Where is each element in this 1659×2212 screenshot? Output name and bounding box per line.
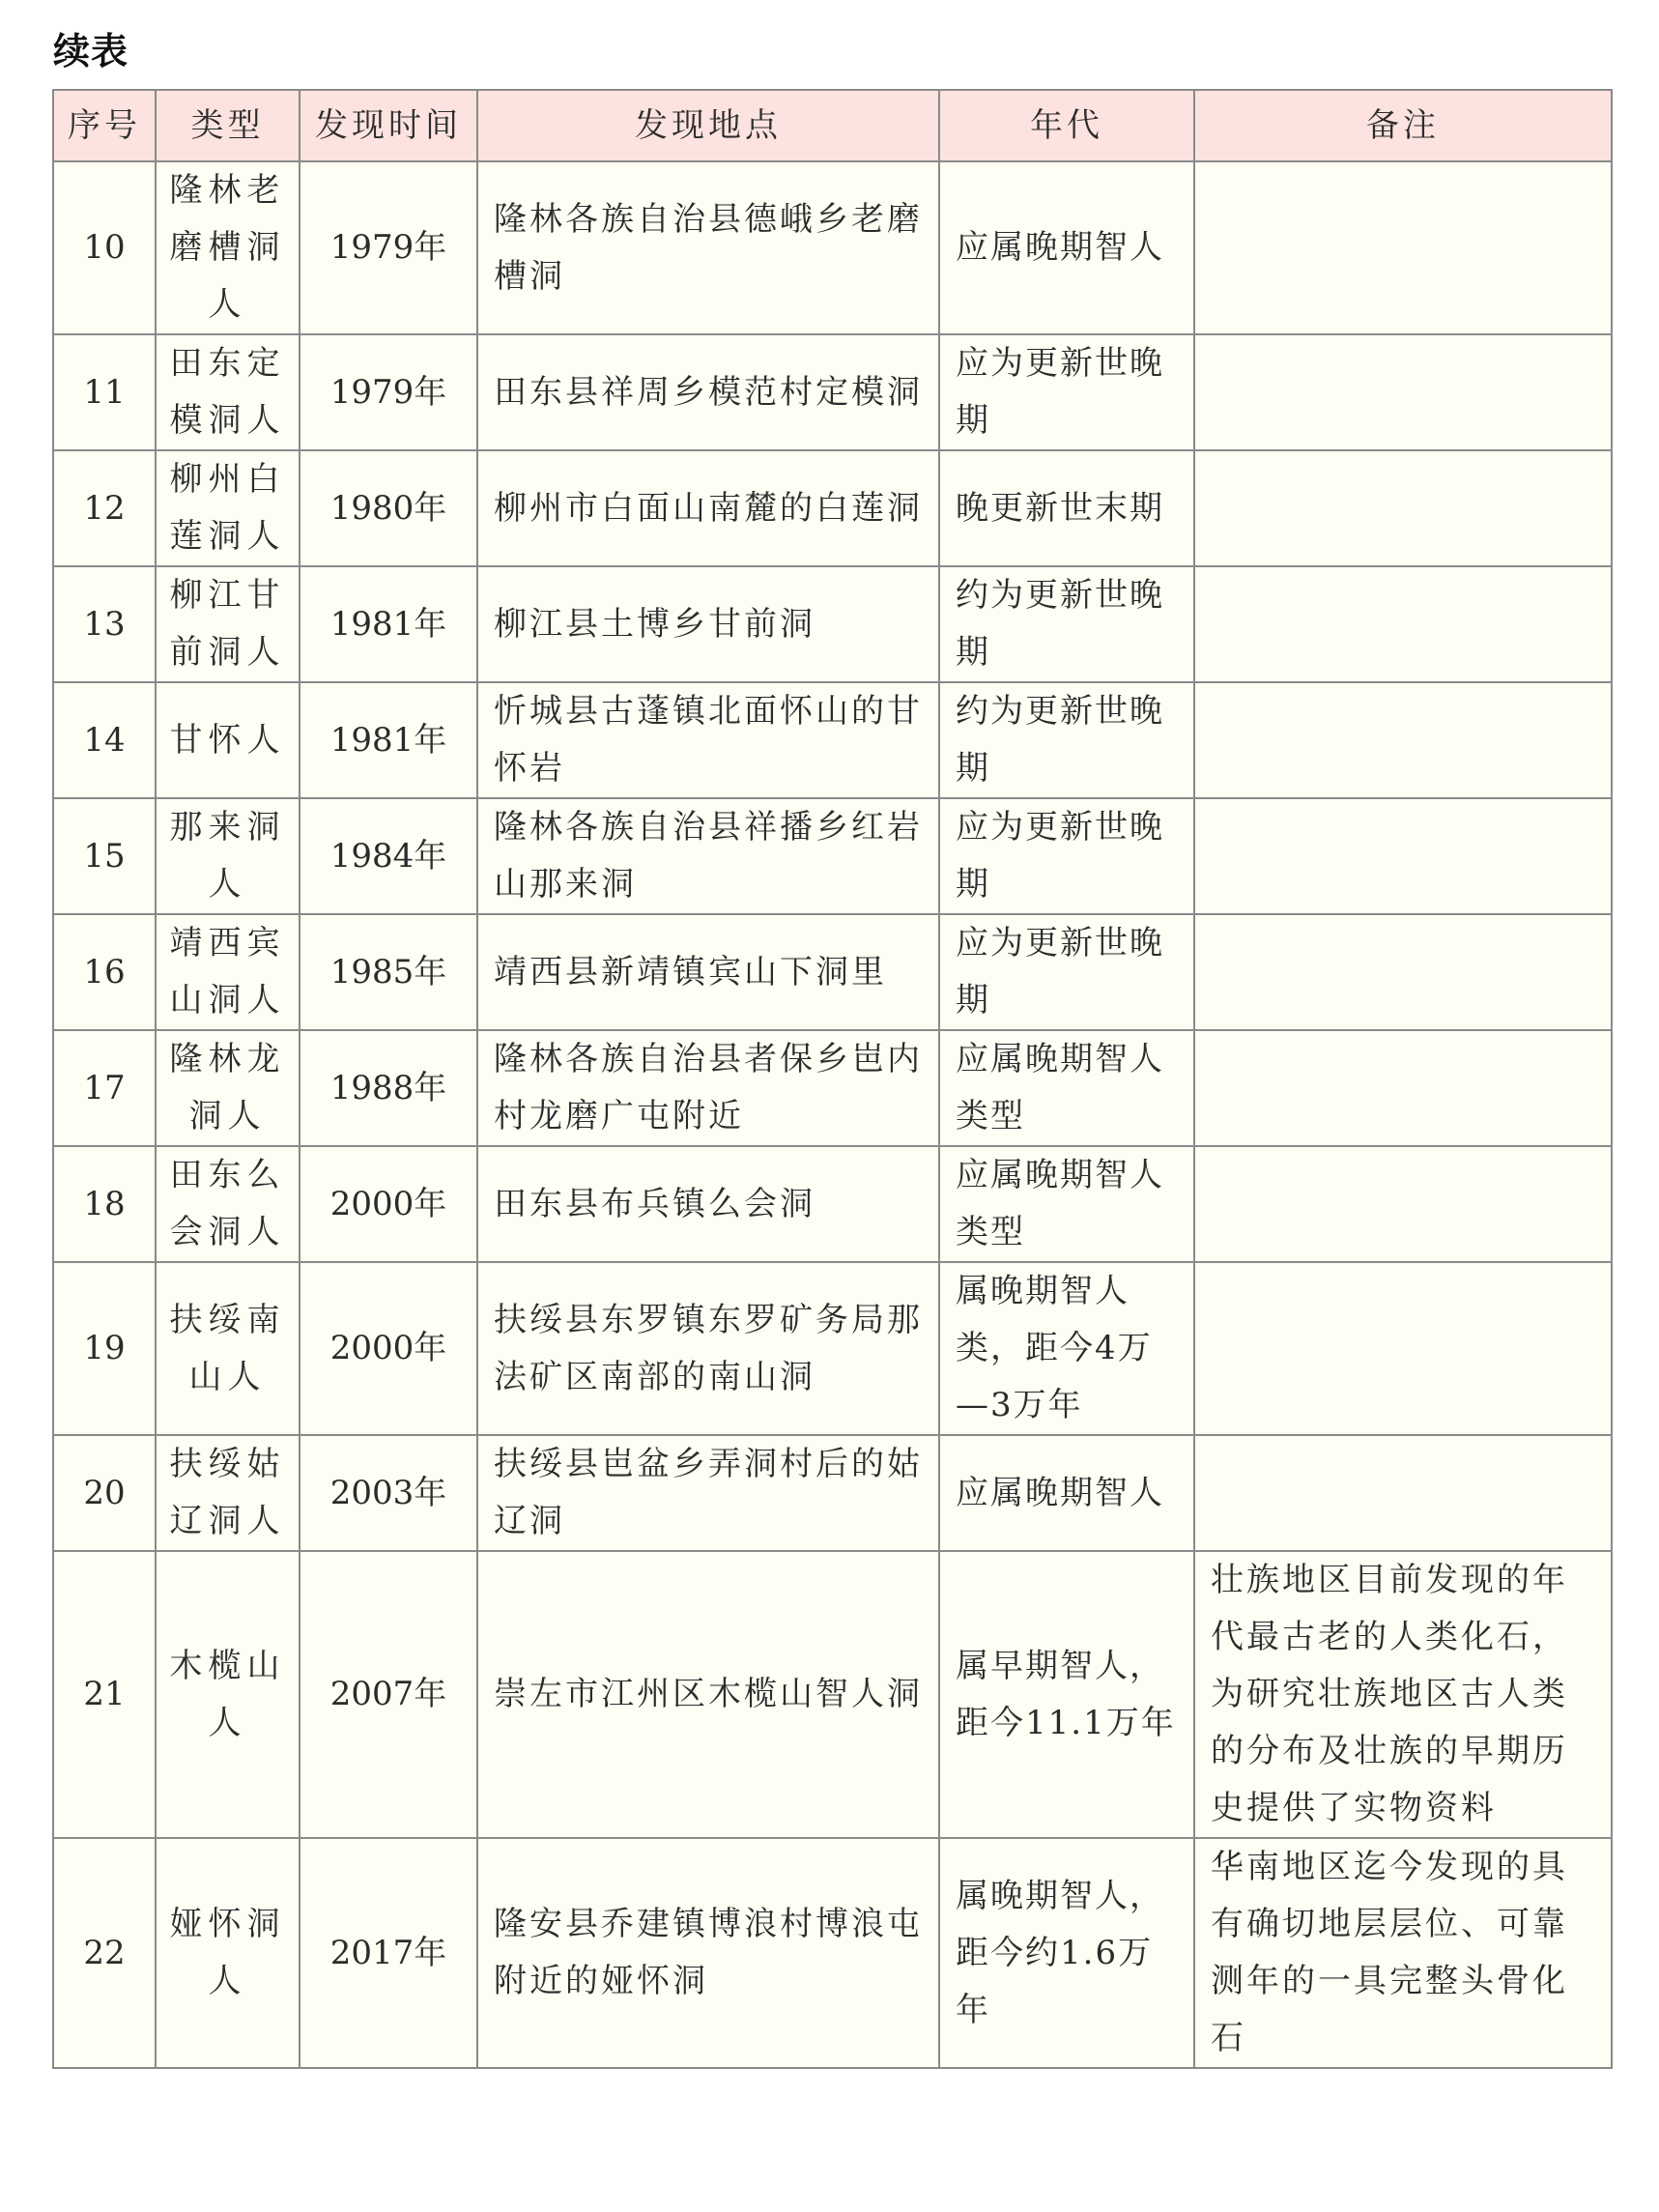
row-year: 2000年 (300, 1146, 477, 1262)
row-era: 应属晚期智人 (939, 1435, 1194, 1551)
row-index: 20 (53, 1435, 156, 1551)
row-place: 忻城县古蓬镇北面怀山的甘怀岩 (477, 682, 939, 798)
row-place: 崇左市江州区木榄山智人洞 (477, 1551, 939, 1838)
table-header-row (53, 90, 1612, 161)
row-index: 22 (53, 1838, 156, 2068)
row-place: 田东县布兵镇么会洞 (477, 1146, 939, 1262)
table-row (53, 682, 1612, 798)
header-index: 序号 (53, 90, 156, 161)
row-year: 1985年 (300, 914, 477, 1030)
row-year: 1988年 (300, 1030, 477, 1146)
row-note (1194, 1435, 1612, 1551)
row-note (1194, 161, 1612, 334)
row-type: 那来洞人 (156, 798, 300, 914)
row-place: 隆林各族自治县者保乡岜内村龙磨广屯附近 (477, 1030, 939, 1146)
row-type: 娅怀洞人 (156, 1838, 300, 2068)
row-index: 13 (53, 566, 156, 682)
row-era: 应属晚期智人 (939, 161, 1194, 334)
row-year: 2007年 (300, 1551, 477, 1838)
row-type: 扶绥南山人 (156, 1262, 300, 1435)
row-year: 1980年 (300, 450, 477, 566)
page-title: 续表 (53, 30, 129, 72)
table-row (53, 1030, 1612, 1146)
row-year: 1984年 (300, 798, 477, 914)
table-row (53, 798, 1612, 914)
table-row (53, 1551, 1612, 1838)
row-place: 隆林各族自治县祥播乡红岩山那来洞 (477, 798, 939, 914)
row-place: 柳州市白面山南麓的白莲洞 (477, 450, 939, 566)
row-era: 应属晚期智人类型 (939, 1030, 1194, 1146)
table-row (53, 1838, 1612, 2068)
row-index: 18 (53, 1146, 156, 1262)
table-row (53, 1435, 1612, 1551)
row-index: 10 (53, 161, 156, 334)
row-place: 扶绥县东罗镇东罗矿务局那法矿区南部的南山洞 (477, 1262, 939, 1435)
row-place: 柳江县土博乡甘前洞 (477, 566, 939, 682)
row-year: 1979年 (300, 334, 477, 450)
row-index: 14 (53, 682, 156, 798)
row-year: 1979年 (300, 161, 477, 334)
row-era: 约为更新世晚期 (939, 566, 1194, 682)
row-note (1194, 1146, 1612, 1262)
row-year: 2000年 (300, 1262, 477, 1435)
table-row (53, 914, 1612, 1030)
header-note: 备注 (1194, 90, 1612, 161)
row-index: 19 (53, 1262, 156, 1435)
row-note (1194, 566, 1612, 682)
row-type: 隆林龙洞人 (156, 1030, 300, 1146)
row-place: 田东县祥周乡模范村定模洞 (477, 334, 939, 450)
row-year: 1981年 (300, 682, 477, 798)
row-index: 16 (53, 914, 156, 1030)
row-type: 柳江甘前洞人 (156, 566, 300, 682)
row-place: 隆安县乔建镇博浪村博浪屯附近的娅怀洞 (477, 1838, 939, 2068)
row-index: 21 (53, 1551, 156, 1838)
row-note (1194, 1030, 1612, 1146)
header-era: 年代 (939, 90, 1194, 161)
row-type: 柳州白莲洞人 (156, 450, 300, 566)
row-note: 壮族地区目前发现的年代最古老的人类化石，为研究壮族地区古人类的分布及壮族的早期历史提供了实物资料 (1194, 1551, 1612, 1838)
row-index: 17 (53, 1030, 156, 1146)
row-index: 12 (53, 450, 156, 566)
row-era: 应为更新世晚期 (939, 914, 1194, 1030)
row-era: 属晚期智人类，距今4万—3万年 (939, 1262, 1194, 1435)
header-place: 发现地点 (477, 90, 939, 161)
table-row (53, 1262, 1612, 1435)
row-type: 扶绥姑辽洞人 (156, 1435, 300, 1551)
table-row (53, 1146, 1612, 1262)
row-era: 应为更新世晚期 (939, 798, 1194, 914)
row-type: 甘怀人 (156, 682, 300, 798)
row-type: 靖西宾山洞人 (156, 914, 300, 1030)
row-era: 属晚期智人，距今约1.6万年 (939, 1838, 1194, 2068)
row-note (1194, 334, 1612, 450)
row-year: 2003年 (300, 1435, 477, 1551)
row-index: 15 (53, 798, 156, 914)
row-type: 田东定模洞人 (156, 334, 300, 450)
row-era: 应属晚期智人类型 (939, 1146, 1194, 1262)
table-row (53, 334, 1612, 450)
header-year: 发现时间 (300, 90, 477, 161)
row-era: 约为更新世晚期 (939, 682, 1194, 798)
row-year: 1981年 (300, 566, 477, 682)
header-type: 类型 (156, 90, 300, 161)
row-era: 晚更新世末期 (939, 450, 1194, 566)
table-row (53, 450, 1612, 566)
row-era: 应为更新世晚期 (939, 334, 1194, 450)
row-note: 华南地区迄今发现的具有确切地层层位、可靠测年的一具完整头骨化石 (1194, 1838, 1612, 2068)
table-row (53, 566, 1612, 682)
row-index: 11 (53, 334, 156, 450)
row-type: 木榄山人 (156, 1551, 300, 1838)
row-type: 田东么会洞人 (156, 1146, 300, 1262)
row-year: 2017年 (300, 1838, 477, 2068)
row-note (1194, 682, 1612, 798)
table-row (53, 161, 1612, 334)
row-era: 属早期智人，距今11.1万年 (939, 1551, 1194, 1838)
row-place: 扶绥县岜盆乡弄洞村后的姑辽洞 (477, 1435, 939, 1551)
row-type: 隆林老磨槽洞人 (156, 161, 300, 334)
row-place: 靖西县新靖镇宾山下洞里 (477, 914, 939, 1030)
row-note (1194, 1262, 1612, 1435)
row-note (1194, 914, 1612, 1030)
row-note (1194, 450, 1612, 566)
row-note (1194, 798, 1612, 914)
discovery-table (52, 89, 1613, 2069)
row-place: 隆林各族自治县德峨乡老磨槽洞 (477, 161, 939, 334)
